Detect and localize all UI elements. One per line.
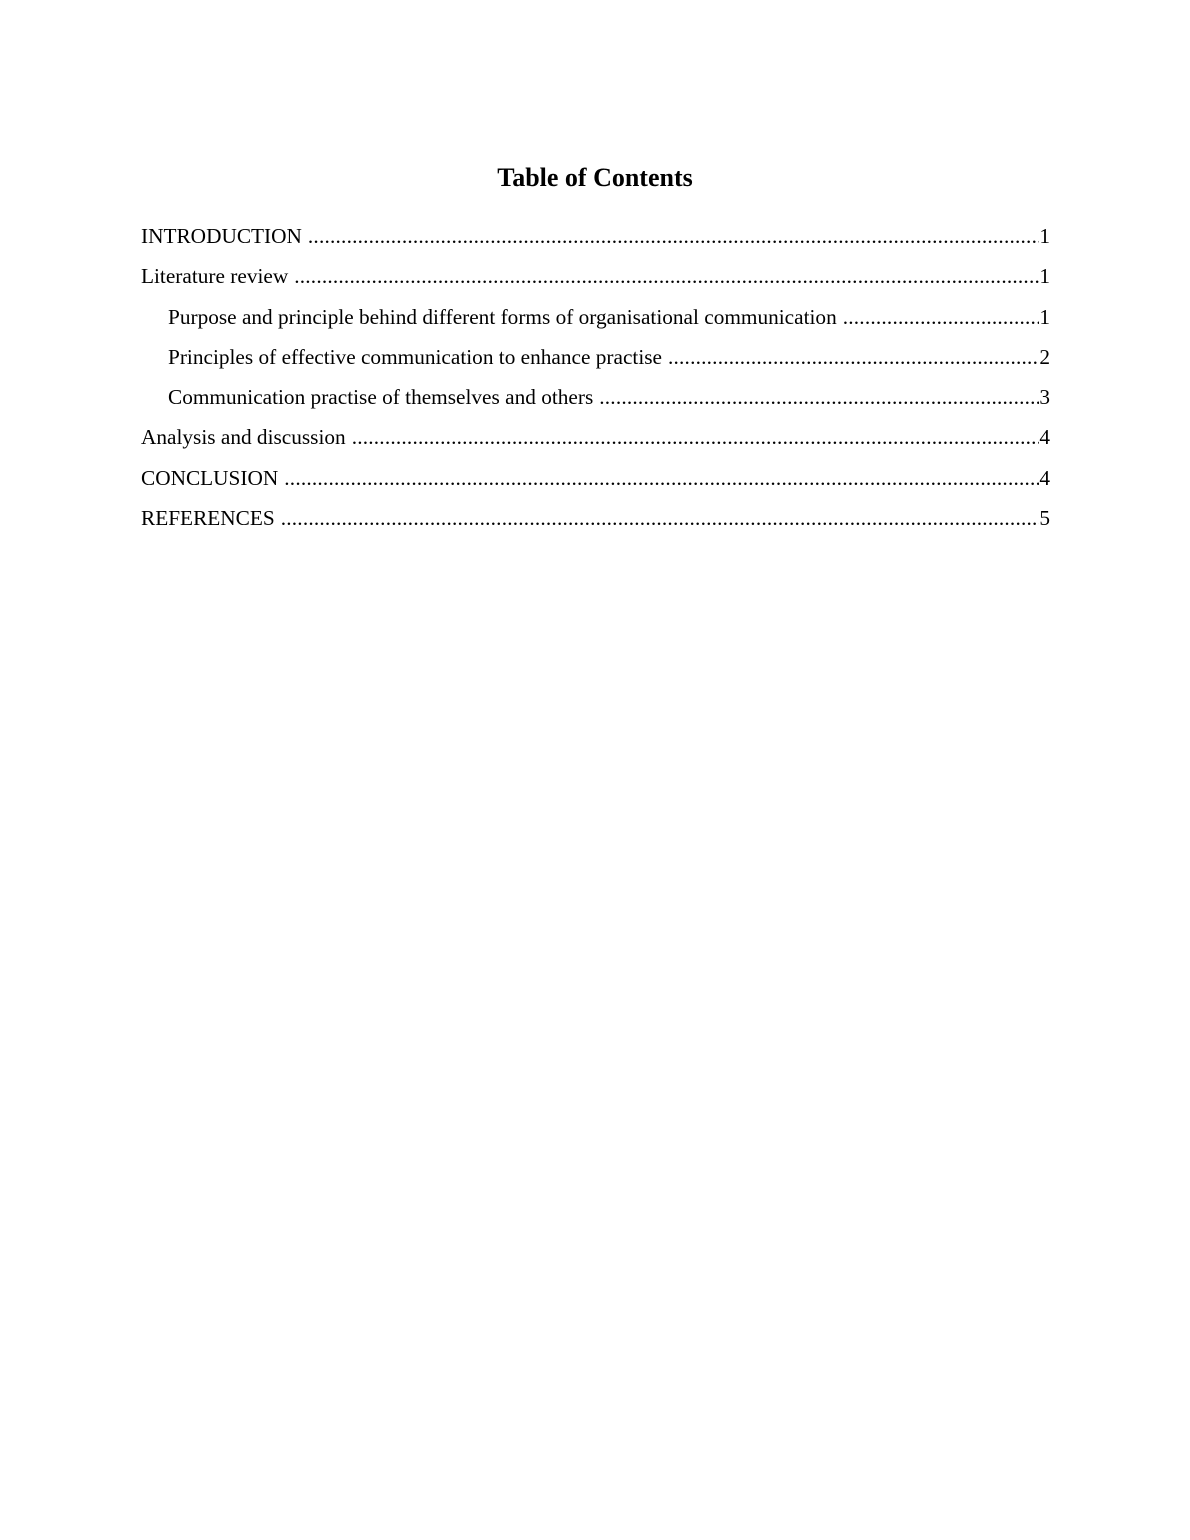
toc-page-number: 1 — [1039, 304, 1050, 329]
toc-entry-conclusion[interactable] — [141, 462, 1050, 502]
toc-entry-label: CONCLUSION — [141, 465, 279, 490]
toc-entry-label: Purpose and principle behind different forms of organisational communication — [168, 304, 837, 329]
toc-page-number: 1 — [1039, 264, 1050, 289]
toc-entry-label: Communication practise of themselves and others — [168, 385, 594, 410]
toc-entry-purpose-and-principle[interactable] — [141, 301, 1050, 341]
toc-page-number: 4 — [1039, 465, 1050, 490]
toc-dot-leader — [278, 462, 1039, 494]
toc-entry-label: Analysis and discussion — [141, 425, 346, 450]
toc-dot-leader — [346, 421, 1040, 453]
toc-entry-label: Principles of effective communication to enhance practise — [168, 344, 662, 369]
toc-dot-leader — [275, 502, 1040, 534]
toc-entry-analysis-and-discussion[interactable] — [141, 421, 1050, 461]
toc-dot-leader — [837, 301, 1040, 333]
toc-entry-label: REFERENCES — [141, 506, 275, 531]
toc-title: Table of Contents — [497, 163, 693, 192]
toc-page-number: 3 — [1039, 385, 1050, 410]
table-of-contents — [141, 220, 1050, 542]
toc-entry-communication-practise[interactable] — [141, 381, 1050, 421]
toc-entry-references[interactable] — [141, 502, 1050, 542]
toc-entry-literature-review[interactable] — [141, 260, 1050, 300]
toc-dot-leader — [593, 381, 1039, 413]
toc-entry-label: INTRODUCTION — [141, 224, 302, 248]
toc-dot-leader — [302, 220, 1039, 252]
toc-entry-principles-of-effective-communication[interactable] — [141, 341, 1050, 381]
toc-dot-leader — [662, 341, 1039, 373]
toc-page-number: 2 — [1039, 344, 1050, 369]
toc-page-number: 5 — [1039, 506, 1050, 531]
toc-entry-introduction[interactable] — [141, 220, 1050, 260]
toc-entry-label: Literature review — [141, 264, 289, 289]
toc-page-number: 4 — [1039, 425, 1050, 450]
toc-page-number: 1 — [1039, 224, 1050, 248]
toc-dot-leader — [288, 260, 1039, 292]
